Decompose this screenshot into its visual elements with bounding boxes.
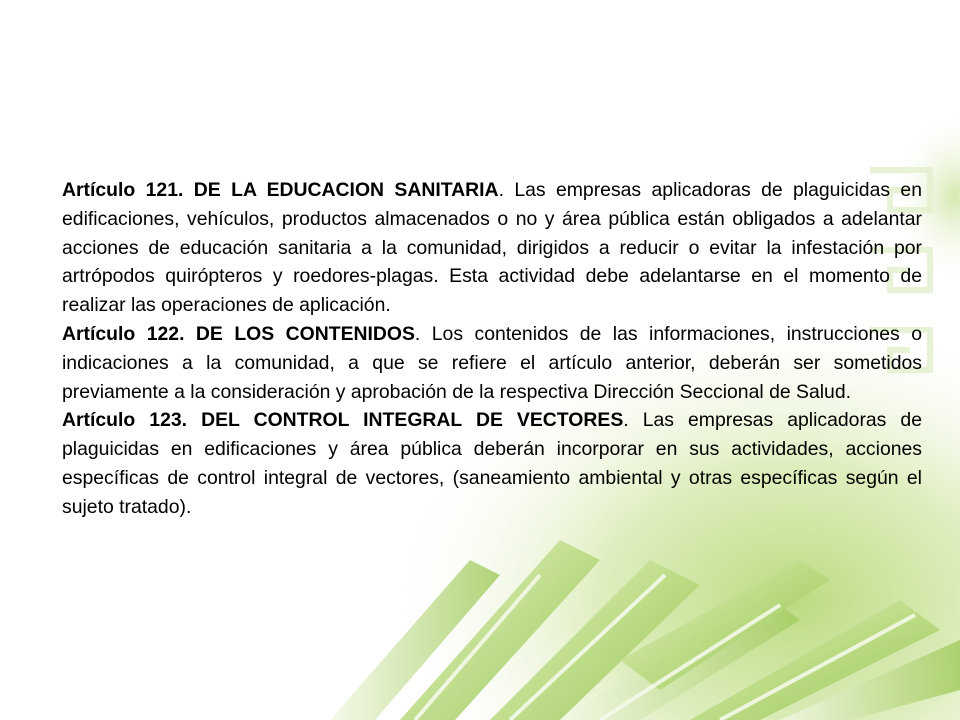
article-121	[62, 176, 922, 320]
article-123-title: Artículo 123. DEL CONTROL INTEGRAL DE VECTORES	[62, 409, 624, 432]
articles-text-block	[62, 176, 922, 522]
article-122-body: . Los contenidos de las informaciones, instrucciones o indicaciones a la comunidad, a que se refiere el artículo anterior, deberán ser sometidos previamente a la consideración y aprobación de la respectiva Dirección Seccional de Salud.	[62, 322, 922, 403]
article-122	[62, 320, 922, 406]
article-123-body: . Las empresas aplicadoras de plaguicidas en edificaciones y área pública deberán incorporar en sus actividades, acciones específicas de control integral de vectores, (saneamiento ambiental y otras específicas según el sujeto tratado).	[62, 409, 922, 518]
article-123	[62, 406, 922, 521]
article-121-title: Artículo 121. DE LA EDUCACION SANITARIA	[62, 179, 499, 201]
article-121-body: . Las empresas aplicadoras de plaguicidas en edificaciones, vehículos, productos almacenados o no y área pública están obligados a adelantar acciones de educación sanitaria a la comunidad, dirigidos a reducir o evitar la infestación por artrópodos quirópteros y roedores-plagas. Esta actividad debe adelantarse en el momento de realizar las operaciones de aplicación.	[62, 179, 922, 317]
article-122-title: Artículo 122. DE LOS CONTENIDOS	[62, 322, 415, 345]
